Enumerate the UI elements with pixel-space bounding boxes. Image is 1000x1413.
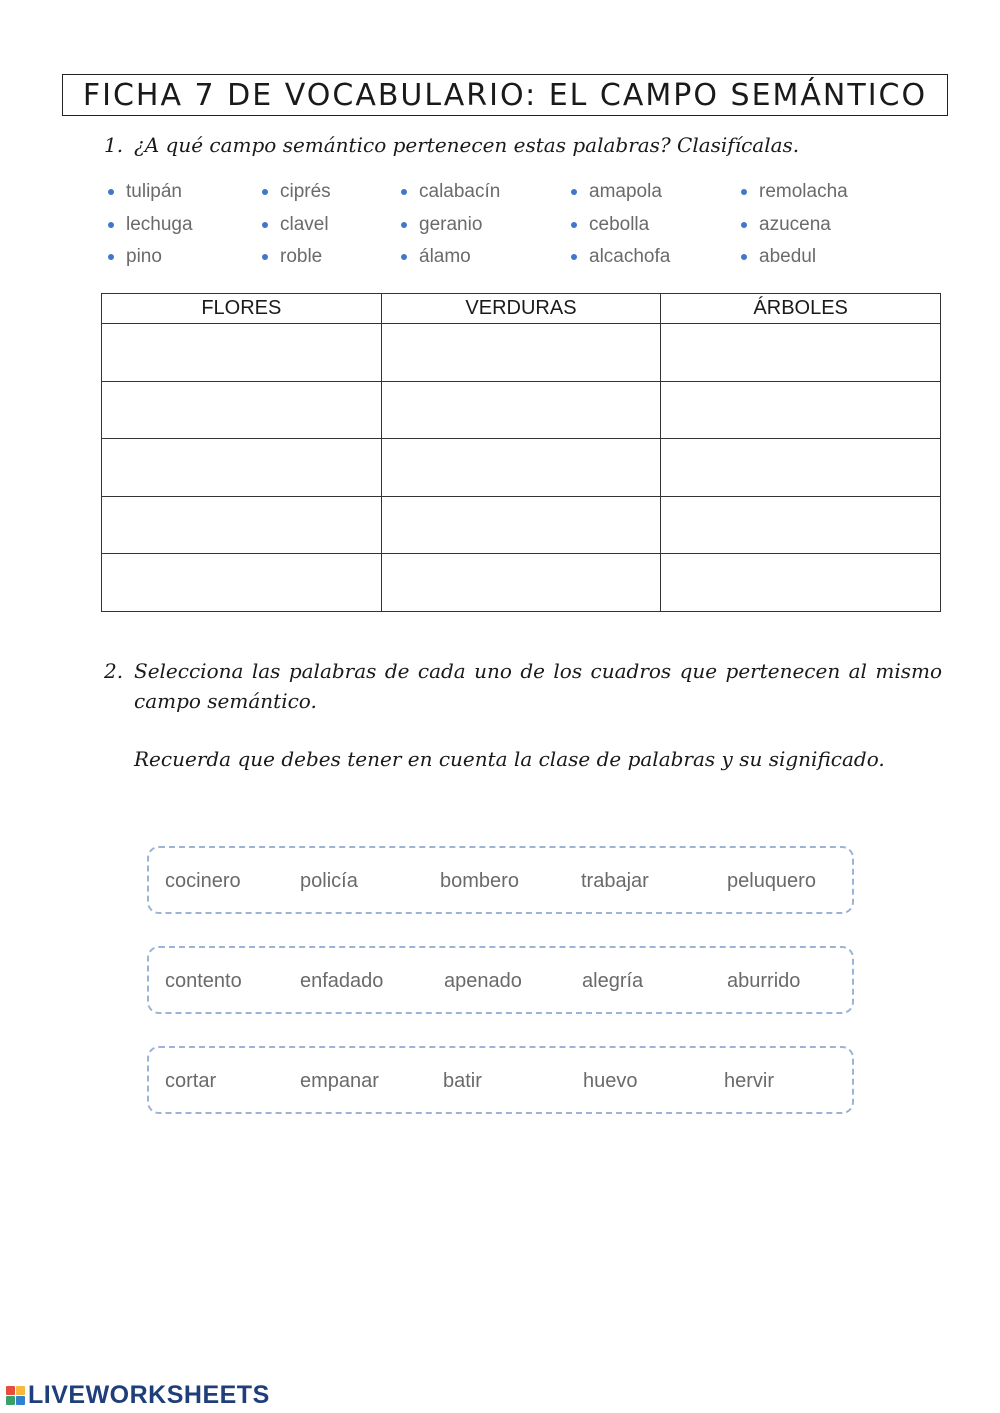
bullet-icon	[571, 222, 577, 228]
answer-cell[interactable]	[661, 324, 941, 382]
answer-cell[interactable]	[381, 496, 661, 554]
selectable-word[interactable]: contento	[165, 970, 242, 992]
selectable-word[interactable]: alegría	[582, 970, 644, 992]
bullet-icon	[108, 189, 114, 195]
question-1-text: ¿A qué campo semántico pertenecen estas palabras? Clasifícalas.	[134, 133, 800, 157]
selectable-word[interactable]: peluquero	[727, 870, 816, 892]
word-bank-item: abedul	[737, 241, 897, 274]
answer-cell[interactable]	[381, 381, 661, 439]
column-header-verduras: VERDURAS	[381, 294, 661, 324]
word-bank-item: azucena	[737, 209, 897, 242]
question-2-text: Selecciona las palabras de cada uno de los cuadros que pertenecen al mismo campo semántico.	[134, 659, 942, 713]
table-row	[102, 439, 941, 497]
bullet-icon	[741, 222, 747, 228]
selectable-word[interactable]: enfadado	[300, 970, 384, 992]
answer-cell[interactable]	[661, 381, 941, 439]
word-bank-item: amapola	[567, 176, 737, 209]
bullet-icon	[571, 189, 577, 195]
answer-cell[interactable]	[661, 496, 941, 554]
answer-cell[interactable]	[381, 324, 661, 382]
word-group-3	[147, 1046, 854, 1114]
question-2	[104, 656, 942, 716]
word-bank-item: lechuga	[104, 209, 258, 242]
bullet-icon	[741, 189, 747, 195]
question-2-reminder: Recuerda que debes tener en cuenta la clase de palabras y su significado.	[134, 747, 885, 771]
bullet-icon	[571, 254, 577, 260]
selectable-word[interactable]: bombero	[440, 870, 519, 892]
bullet-icon	[401, 254, 407, 260]
worksheet-title: FICHA 7 DE VOCABULARIO: EL CAMPO SEMÁNTICO	[62, 74, 948, 116]
question-2-number: 2.	[104, 659, 124, 683]
answer-cell[interactable]	[661, 439, 941, 497]
answer-cell[interactable]	[102, 324, 382, 382]
column-header-arboles: ÁRBOLES	[661, 294, 941, 324]
selectable-word[interactable]: apenado	[444, 970, 522, 992]
bullet-icon	[262, 222, 268, 228]
selectable-word[interactable]: cocinero	[165, 870, 241, 892]
word-bank-item: clavel	[258, 209, 397, 242]
bullet-icon	[262, 189, 268, 195]
liveworksheets-logo[interactable]	[6, 1378, 270, 1412]
answer-cell[interactable]	[381, 554, 661, 612]
bullet-icon	[108, 222, 114, 228]
liveworksheets-logo-icon	[6, 1386, 25, 1405]
liveworksheets-brand: LIVEWORKSHEETS	[28, 1380, 270, 1409]
table-row	[102, 381, 941, 439]
question-1	[104, 130, 944, 160]
answer-cell[interactable]	[102, 381, 382, 439]
table-row	[102, 496, 941, 554]
bullet-icon	[108, 254, 114, 260]
bullet-icon	[262, 254, 268, 260]
word-bank-item: pino	[104, 241, 258, 274]
selectable-word[interactable]: policía	[300, 870, 358, 892]
selectable-word[interactable]: cortar	[165, 1070, 217, 1092]
table-row	[102, 554, 941, 612]
word-bank	[104, 176, 904, 274]
answer-cell[interactable]	[102, 554, 382, 612]
selectable-word[interactable]: trabajar	[581, 870, 649, 892]
word-bank-item: tulipán	[104, 176, 258, 209]
selectable-word[interactable]: hervir	[724, 1070, 775, 1092]
selectable-word[interactable]: empanar	[300, 1070, 379, 1092]
word-bank-item: geranio	[397, 209, 567, 242]
bullet-icon	[401, 222, 407, 228]
answer-cell[interactable]	[661, 554, 941, 612]
bullet-icon	[741, 254, 747, 260]
column-header-flores: FLORES	[102, 294, 382, 324]
word-bank-item: ciprés	[258, 176, 397, 209]
table-row	[102, 324, 941, 382]
answer-cell[interactable]	[102, 496, 382, 554]
word-bank-item: álamo	[397, 241, 567, 274]
word-bank-item: cebolla	[567, 209, 737, 242]
selectable-word[interactable]: aburrido	[727, 970, 801, 992]
selectable-word[interactable]: huevo	[583, 1070, 638, 1092]
word-bank-item: alcachofa	[567, 241, 737, 274]
selectable-word[interactable]: batir	[443, 1070, 482, 1092]
question-1-number: 1.	[104, 133, 124, 157]
bullet-icon	[401, 189, 407, 195]
word-bank-item: remolacha	[737, 176, 897, 209]
classification-table	[101, 293, 941, 612]
word-bank-item: calabacín	[397, 176, 567, 209]
answer-cell[interactable]	[102, 439, 382, 497]
answer-cell[interactable]	[381, 439, 661, 497]
word-group-1	[147, 846, 854, 914]
word-bank-item: roble	[258, 241, 397, 274]
word-group-2	[147, 946, 854, 1014]
